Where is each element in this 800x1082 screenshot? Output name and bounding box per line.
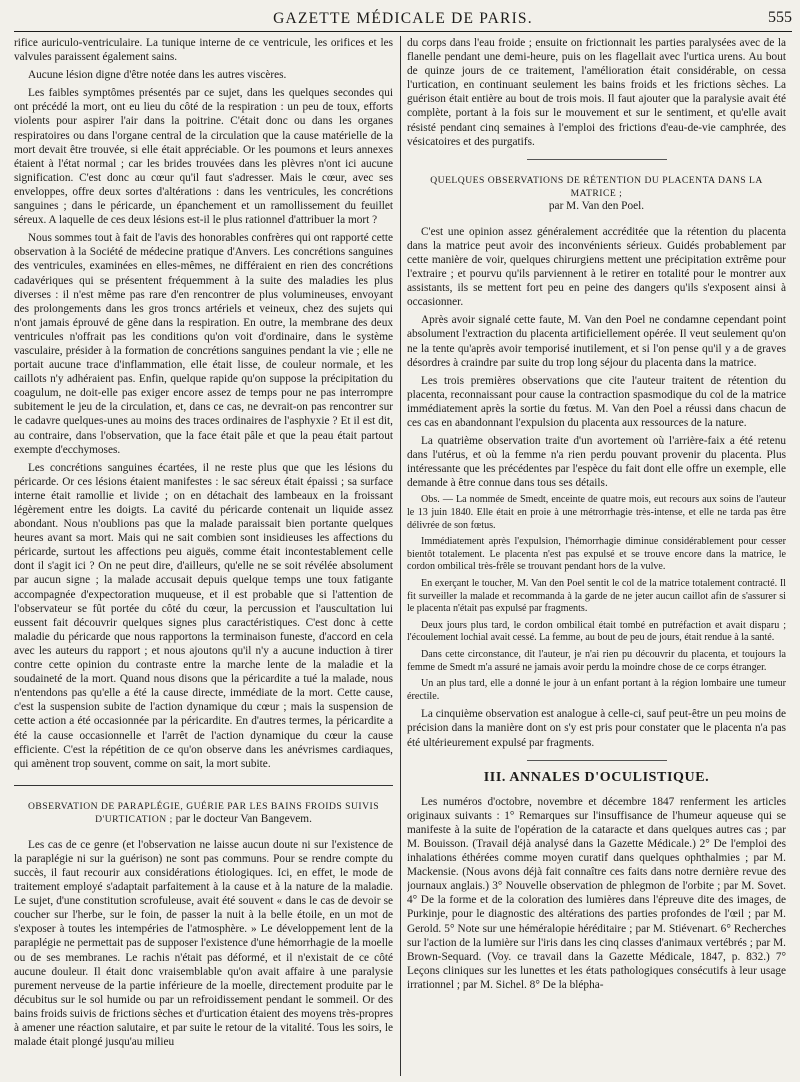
right-column bbox=[407, 36, 786, 1076]
paragraph: Les cas de ce genre (et l'observation ne laisse aucun doute ni sur l'existence de la paraplégie ni sur la guérison) ne sont pas communs. Pour se rendre compte du succès, il faut recourir aux considérations étiologiques. Ici, en effet, le mode de traitement employé s'adaptait parfaitement à la cause et à la nature de la maladie. Le sujet, d'une constitution scrofuleuse, avait été souvent « dans le cas de devoir se coucher sur l'herbe, sur le foin, de passer la nuit à la belle étoile, en un mot de s'exposer à toutes les intempéries de l'atmosphère. » Le développement lent de la paraplégie ne permettait pas de supposer l'existence d'une hémorrhagie de la moelle ou de ses membranes. Le rachis n'était pas déformé, et il n'existait de ce côté aucune douleur. Il était donc vraisemblable qu'on avait affaire à une paralysie purement nerveuse de la partie inférieure de la moelle, directement produite par le décubitus sur le sol humide ou par un refroidissement pendant le sommeil. Or des bains froids suivis de frictions sèches et d'urtication étaient des moyens très-propres à amener une réaction salutaire, et par suite le retour de la vitalité. Tous les soirs, le malade était plongé jusqu'au milieu bbox=[14, 838, 393, 1049]
newspaper-page bbox=[14, 6, 792, 1078]
observation-paragraph: Obs. — La nommée de Smedt, enceinte de quatre mois, eut recours aux soins de l'auteur le 13 juin 1840. Elle était en proie à une métrorrhagie très-intense, et elle ne tarda pas être délivrée de son fœtus. bbox=[407, 494, 786, 531]
paragraph: Nous sommes tout à fait de l'avis des honorables confrères qui ont rapporté cette observation à la Société de médecine pratique d'Anvers. Les concrétions sanguines des ventricules, examinées en elles-mêmes, ne différaient en rien des concrétions cadavériques qui se présentent fréquemment à la suite des maladies les plus diverses : il n'est même pas rare d'en rencontrer de plus volumineuses, envoyant des prolongements dans les gros troncs artériels et veineux, chez des sujets qui n'ont jamais éprouvé de gêne dans la respiration. En outre, la membrane des deux ventricules n'offrait pas les conditions qu'on voit d'ordinaire, dans le système vasculaire, présider à la formation de concrétions sanguines pendant la vie ; elle ne portait aucune trace d'inflammation, elle était lisse, de couleur normale, et les caillots n'y adhéraient pas. Enfin, quelque rapide qu'on suppose la précipitation du coagulum, ne doit-elle pas exiger encore assez de temps pour ne pas interrompre subitement le jeu de la circulation, et, dans ce cas, ne devrait-on pas rencontrer sur le cadavre quelques-unes au moins des traces ordinaires de l'asphyxie ? Et il est dit, au contraire, dans l'observation, que la face était pâle et que la peau était partout exempte d'ecchymoses. bbox=[14, 232, 393, 456]
page-number: 555 bbox=[768, 9, 792, 26]
journal-title: GAZETTE MÉDICALE DE PARIS. bbox=[273, 10, 533, 27]
paragraph: Les numéros d'octobre, novembre et décembre 1847 renferment les articles originaux suivants : 1° Remarques sur l'insuffisance de l'humeur aqueuse qui se manifeste à la suite de l'opération de la cataracte et dans quelques autres cas ; par M. Bouisson. (Travail déjà analysé dans la Gazette Médicale.) 2° De l'emploi des inhalations éthérées comme moyen curatif dans quelques ophthalmies ; par M. Mackensie. (Nous avons déjà fait connaître ces faits dans notre dernière revue des journaux anglais.) 3° Nouvelle observation de phlegmon de l'orbite ; par M. Sovet. 4° De la forme et de la coloration des lumières dans l'épreuve dite des images, de Purkinje, pour le diagnostic des altérations des parties profondes de l'œil ; par M. Gerold. 5° Note sur une héméralopie héréditaire ; par M. Stiévenart. 6° Recherches sur l'action de la lumière sur l'iris dans les cinq classes d'animaux vertébrés ; par M. Brown-Sequard. (Voy. ce travail dans la Gazette Médicale, 1847, p. 832.) 7° Leçons cliniques sur les lunettes et les états pathologiques consécutifs à leur usage irrationnel ; par M. Sichel. 8° De la blépha- bbox=[407, 795, 786, 991]
article-heading-author: par le docteur Van Bangevem. bbox=[175, 812, 312, 825]
paragraph: La quatrième observation traite d'un avortement où l'arrière-faix a été retenu dans l'utérus, et où la femme n'a rien perdu pouvant provenir du placenta. Plus intéressante que les précédentes par l'espèce du fait dont elle offre un exemple, elle demande à être connue dans tous ses détails. bbox=[407, 435, 786, 490]
column-rule bbox=[400, 36, 401, 1076]
paragraph: rifice auriculo-ventriculaire. La tunique interne de ce ventricule, les orifices et les valvules paraissent également sains. bbox=[14, 37, 393, 64]
paragraph: Les faibles symptômes présentés par ce sujet, dans les quelques secondes qui ont précédé la mort, ont eu lieu du côté de la respiration : un peu de toux, efforts violents pour aspirer l'air dans la poitrine. C'était donc ou dans les organes respiratoires ou dans l'organe central de la circulation que la cause matérielle de la mort devait être trouvée, si elle était appréciable. Or les poumons et leurs annexes étaient à l'état normal ; car les brides trouvées dans les plèvres n'ont ici aucune signification. C'est donc au cœur qu'il faut s'adresser. Mais le cœur, avec ses enveloppes, offre deux sortes d'altérations : dans les ventricules, les concrétions sanguines ; dans le péricarde, un épanchement et un ramollissement du feuillet séreux. A laquelle de ces deux lésions est-il le plus rationnel d'attribuer la mort ? bbox=[14, 87, 393, 227]
article-heading-paraplegie bbox=[14, 800, 393, 826]
page-header bbox=[14, 6, 792, 32]
paragraph: Après avoir signalé cette faute, M. Van den Poel ne condamne cependant point absolument l'extraction du placenta artificiellement opérée. Il veut seulement qu'on ne la tente qu'après avoir temporisé inutilement, et si l'on pense qu'il y a de graves désordres à craindre par suite du trop long séjour du placenta dans la matrice. bbox=[407, 314, 786, 369]
observation-paragraph: En exerçant le toucher, M. Van den Poel sentit le col de la matrice totalement contracté. Il fit surveiller la malade et recommanda à la garde de ne jeter aucun caillot afin de s'assurer si le placenta n'était pas expulsé par fragments. bbox=[407, 578, 786, 615]
observation-paragraph: Dans cette circonstance, dit l'auteur, je n'ai rien pu découvrir du placenta, et toujours la femme de Smedt m'a assuré ne jamais avoir perdu la moindre chose de ce corps étranger. bbox=[407, 648, 786, 673]
text-columns bbox=[14, 36, 792, 1076]
section-title: III. ANNALES D'OCULISTIQUE. bbox=[483, 769, 710, 785]
article-separator bbox=[14, 785, 393, 786]
paragraph: La cinquième observation est analogue à celle-ci, sauf peut-être un peu moins de précision dans la manière dont on s'y est pris pour constater que le placenta n'a pas été ultérieurement expulsé par fragments. bbox=[407, 708, 786, 749]
observation-paragraph: Un an plus tard, elle a donné le jour à un enfant portant à la région lombaire une tumeur érectile. bbox=[407, 678, 786, 702]
article-heading-author: par M. Van den Poel. bbox=[548, 199, 645, 212]
observation-paragraph: Immédiatement après l'expulsion, l'hémorrhagie diminue considérablement pour cesser bientôt totalement. Le placenta n'est pas expulsé et se trouve encore dans la matrice, le cordon ombilical très-frêle se trouvant pendant hors de la vulve. bbox=[407, 536, 786, 573]
article-separator bbox=[527, 159, 667, 160]
paragraph: Aucune lésion digne d'être notée dans les autres viscères. bbox=[28, 69, 287, 82]
article-heading-title: QUELQUES OBSERVATIONS DE RÉTENTION DU PLACENTA DANS LA MATRICE ; bbox=[430, 174, 763, 199]
article-heading-title: OBSERVATION DE PARAPLÉGIE, GUÉRIE PAR LES BAINS FROIDS SUIVIS D'URTICATION ; bbox=[27, 800, 380, 825]
observation-paragraph: Deux jours plus tard, le cordon ombilical était tombé en putréfaction et avait disparu ; l'écoulement lochial avait cessé. La femme, au bout de peu de jours, était rendue à la santé. bbox=[407, 619, 786, 644]
section-separator bbox=[527, 760, 667, 761]
left-column bbox=[14, 36, 393, 1076]
paragraph: C'est une opinion assez généralement accréditée que la rétention du placenta dans la matrice peut avoir des inconvénients sérieux. Guidés probablement par cette manière de voir, quelques chirurgiens mettent une précipitation extrême pour l'extraire ; et pourvu qu'ils parviennent à le retirer en totalité pour le montrer aux assistants, ils se mettent fort peu en peine des dangers qu'ils s'exposent ainsi à occasionner. bbox=[407, 225, 786, 309]
paragraph: Les concrétions sanguines écartées, il ne reste plus que que les lésions du péricarde. Or ces lésions étaient manifestes : le sac séreux était épaissi ; sa surface interne était ramollie et livide ; on en détachait des lambeaux en la froissant légèrement entre les doigts. La cavité du péricarde contenait un liquide assez abondant. Nous n'oublions pas que la malade paraissait bien portante quelques heures avant sa mort. Mais qui ne sait combien sont insidieuses les affections du péricarde, surtout les affections peu aiguës, comme était incontestablement celle dont il s'agit ici ? On ne peut dire, d'ailleurs, qu'elle ne se soit révélée absolument par aucun signe ; la malade accusait depuis quelque temps une toux fatigante accompagnée d'expectoration muqueuse, et il est probable que si l'attention de l'observateur se fût portée du côté du cœur, la percussion et l'auscultation lui eussent fait découvrir quelques signes plus caractéristiques. C'est donc à cette maladie du péricarde que nous rapportons la terminaison funeste, d'accord en cela avec les auteurs du rapport ; et nous ajoutons qu'il n'y a aucune induction à tirer contre cette opinion du contraste entre la marche lente de la maladie et la soudaineté de la mort. Quand nous disons que la péricardite a tué la malade, nous n'entendons pas qu'elle a été la cause directe, immédiate de la mort. Cette cause, c'est la suspension subite de l'action dynamique du cœur ; mais la suspension de cette action a été occasionnée par la péricardite. En d'autres termes, la péricardite a été la cause occasionnelle et l'arrêt de l'action dynamique du cœur la cause efficiente. C'est la répétition de ce qu'on observe dans les anévrismes cardiaques, qui amènent trop souvent, comme on sait, la mort subite. bbox=[14, 461, 393, 770]
paragraph: du corps dans l'eau froide ; ensuite on frictionnait les parties paralysées avec de la flanelle pendant une demi-heure, puis on les flagellait avec l'urtica urens. Au bout de quinze jours de ce traitement, l'amélioration était considérable, on cessa l'urtication, en continuant seulement les bains froids et les frictions sèches. La guérison était entière au bout de trois mois. Il faut ajouter que la paralysie avait été complète, portant à la fois sur le mouvement et sur le sentiment, et qu'elle avait résisté pendant cinq semaines à l'emploi des frictions d'eau-de-vie camphrée, des vésicatoires et des purgatifs. bbox=[407, 37, 786, 148]
paragraph: Les trois premières observations que cite l'auteur traitent de rétention du placenta, reconnaissant pour cause la contraction spasmodique du col de la matrice immédiatement après la sortie du fœtus. M. Van den Poel a réussi dans chacun de ces cas en abandonnant l'expulsion du placenta aux ressources de la nature. bbox=[407, 374, 786, 429]
article-heading-placenta bbox=[407, 174, 786, 213]
